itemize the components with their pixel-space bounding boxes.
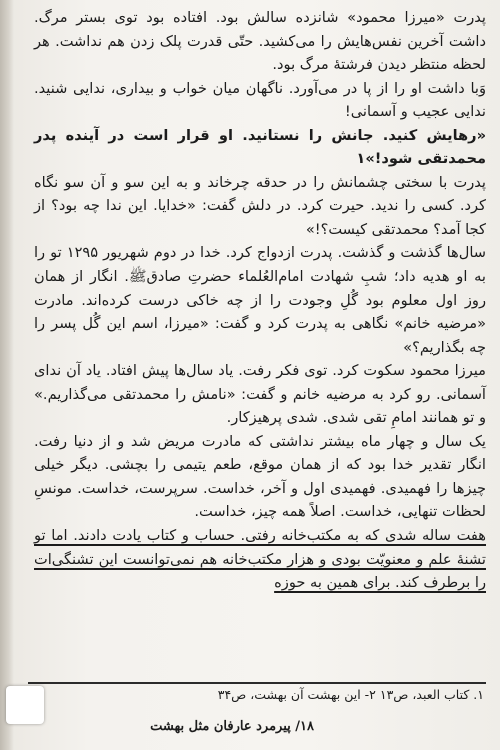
paragraph-4: پدرت با سختی چشمانش را در حدقه چرخاند و به این سو و آن سو نگاه کرد. کسی را ندید. حیرت کرد. در دلش گفت: «خدایا. این ندا چه بود؟ از کجا آمد؟ محمدتقی کیست؟!» (34, 173, 486, 238)
paragraph-2: وَبا داشت او را از پا در می‌آورد. ناگهان میان خواب و بیداری، ندایی شنید. ندایی عجیب و آسمانی! (34, 79, 486, 121)
footnote: ۱. کتاب العبد، ص۱۳ ۲- این بهشت آن بهشت، ص۳۴ (217, 687, 484, 702)
paragraph-5: سال‌ها گذشت و گذشت. پدرت ازدواج کرد. خدا در دوم شهریور ۱۲۹۵ تو را به او هدیه داد؛ شبِ شهادت امام‌العُلماء حضرتِ صادقﷺ. انگار از همان روز اول معلوم بود گُلِ وجودت را از چه خاکی درست کرده‌اند. مادرت «مرضیه خانم» نگاهی به پدرت کرد و گفت: «میرزا، اسم این گُل پسر را چه بگذاریم؟» (34, 244, 486, 356)
page-binding-shadow (0, 0, 14, 750)
paragraph-3-quote: «رهایش کنید. جانش را نستانید. او قرار است در آینده پدر محمدتقی شود!»۱ (34, 126, 486, 168)
paragraph-8: هفت ساله شدی که به مکتب‌خانه رفتی. حساب و کتاب یادت دادند. اما تو تشنهٔ علم و معنویّت بودی و هزار مکتب‌خانه هم نمی‌توانست این تشنگی‌ات را برطرف کند. برای همین به حوزه (34, 527, 486, 592)
footnote-divider (28, 682, 486, 684)
running-footer: ۱۸/ پیرمرد عارفان مثل بهشت (150, 719, 314, 734)
paragraph-1: پدرت «میرزا محمود» شانزده سالش بود. افتاده بود توی بستر مرگ. داشت آخرین نفس‌هایش را می‌کشید. حتّی قدرت پلک زدن هم نداشت. هر لحظه منتظر دیدن فرشتهٔ مرگ بود. (34, 9, 486, 74)
paragraph-6: میرزا محمود سکوت کرد. توی فکر رفت. یاد سال‌ها پیش افتاد. یاد آن ندای آسمانی. رو کرد به مرضیه خانم و گفت: «نامش را محمدتقی می‌گذاریم.» و تو همانند امامِ تقی شدی. شدی پرهیزکار. (34, 362, 486, 427)
body-text (34, 6, 486, 595)
paragraph-7: یک سال و چهار ماه بیشتر نداشتی که مادرت مریض شد و از دنیا رفت. انگار تقدیر خدا بود که از همان موقع، طعم یتیمی را بچشی. دیگر خیلی چیزها را فهمیدی. فهمیدی اول و آخر، خداست. سرپرست، خداست. مونسِ لحظات تنهایی، خداست. اصلاً همه چیز، خداست. (34, 432, 486, 521)
corner-logo-icon (6, 686, 44, 724)
